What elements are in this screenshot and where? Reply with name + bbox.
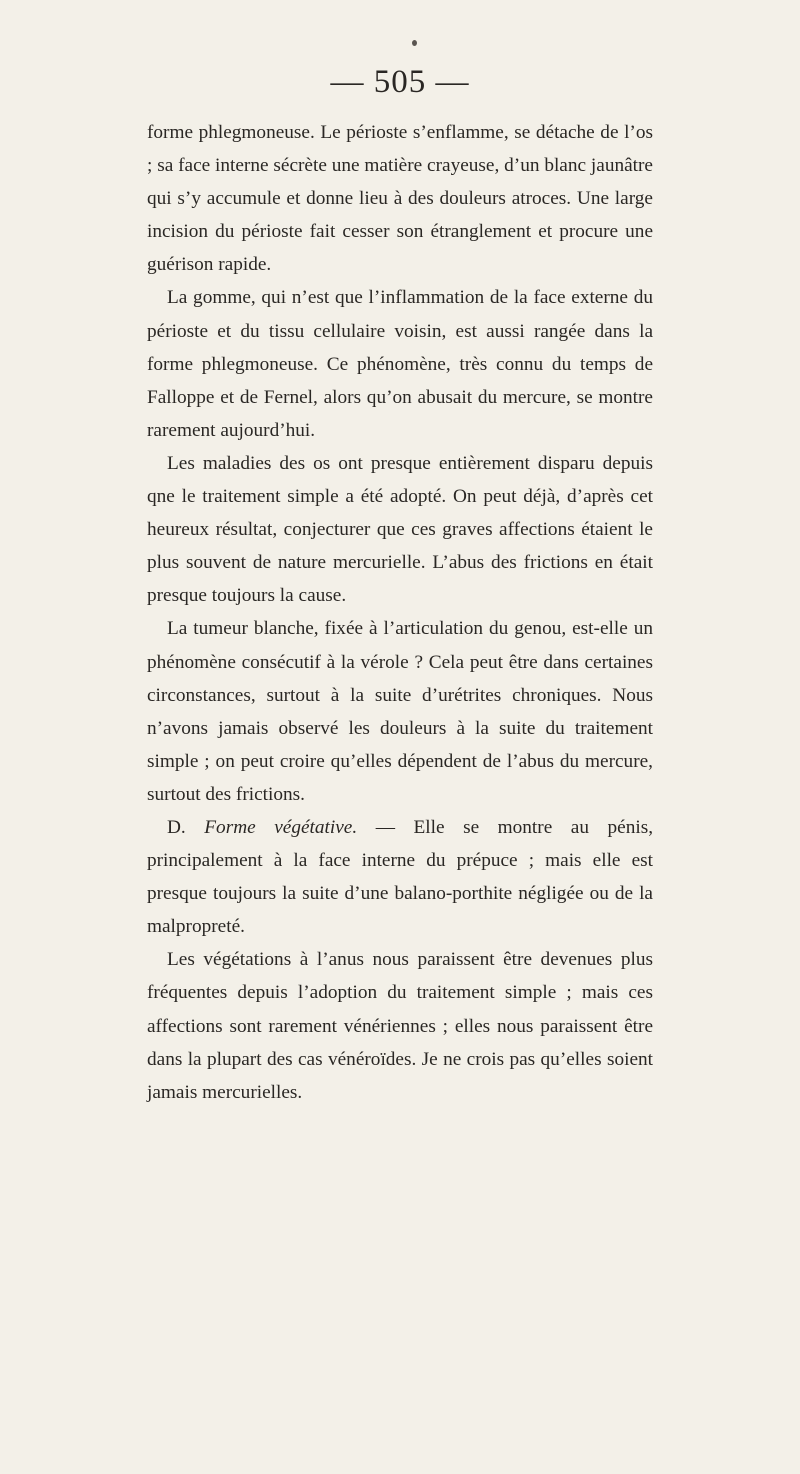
section-title: Forme végétative. [204,816,358,838]
section-label: D. [167,816,186,838]
paragraph-gomme: La gomme, qui n’est que l’inflammation de la face externe du périoste et du tissu cellulaire voisin, est aussi rangée dans la forme phlegmoneuse. Ce phénomène, très connu du temps de Falloppe et de Fernel, alors qu’on abusait du mercure, se montre rarement aujourd’hui. [147,287,653,441]
paragraph-periosteum: forme phlegmoneuse. Le périoste s’enflamme, se détache de l’os ; sa face interne sécrète une matière crayeuse, d’un blanc jaunâtre qui s’y accumule et donne lieu à des douleurs atroces. Une large incision du périoste fait cesser son étranglement et procure une guérison rapide. [147,122,653,276]
paragraph-vegetations: Les végétations à l’anus nous paraissent être devenues plus fréquentes depuis l’adoption du traitement simple ; mais ces affections sont rarement vénériennes ; elles nous paraissent être dans la plupart des cas vénéroïdes. Je ne crois pas qu’elles soient jamais mercurielles. [147,949,653,1103]
ink-dot [412,40,417,46]
paragraph-maladies-des-os: Les maladies des os ont presque entièrement disparu depuis qne le traitement simple a été adopté. On peut déjà, d’après cet heureux résultat, conjecturer que ces graves affections étaient le plus souvent de nature mercurielle. L’abus des frictions en était presque toujours la cause. [147,452,653,607]
body-text [147,116,653,1109]
section-text: — Elle se montre au pénis, principalement à la face interne du prépuce ; mais elle est presque toujours la suite d’une balano-porthite négligée ou de la malpropreté. [147,816,654,938]
paragraph-forme-vegetative [147,811,653,943]
page-number: — 505 — [330,64,470,100]
paragraph-tumeur-blanche: La tumeur blanche, fixée à l’articulation du genou, est-elle un phénomène consécutif à la vérole ? Cela peut être dans certaines circonstances, surtout à la suite d’urétrites chroniques. Nous n’avons jamais observé les douleurs à la suite du traitement simple ; on peut croire qu’elles dépendent de l’abus du mercure, surtout des frictions. [147,618,653,805]
